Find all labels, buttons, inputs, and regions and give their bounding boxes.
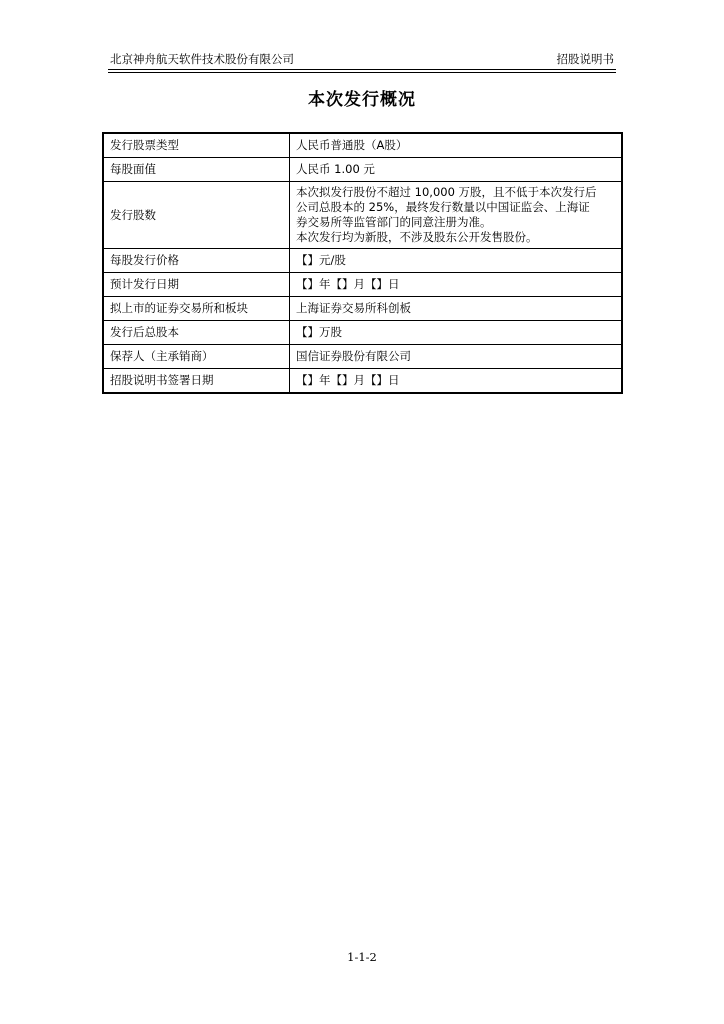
value-line: 本次拟发行股份不超过 10,000 万股，且不低于本次发行后 — [296, 185, 597, 199]
offering-overview-table — [102, 132, 623, 394]
page-title: 本次发行概况 — [308, 90, 416, 110]
header-document-type: 招股说明书 — [556, 52, 614, 66]
row-value: 【】年【】月【】日 — [290, 273, 623, 297]
value-line: 本次发行均为新股，不涉及股东公开发售股份。 — [296, 230, 538, 244]
row-label: 发行股数 — [103, 182, 290, 249]
row-value: 国信证券股份有限公司 — [290, 345, 623, 369]
row-label: 预计发行日期 — [103, 273, 290, 297]
table-row — [103, 345, 622, 369]
table-row — [103, 369, 622, 394]
row-value: 上海证券交易所科创板 — [290, 297, 623, 321]
value-line: 券交易所等监管部门的同意注册为准。 — [296, 215, 492, 229]
row-label: 拟上市的证券交易所和板块 — [103, 297, 290, 321]
row-label: 每股发行价格 — [103, 249, 290, 273]
table-row — [103, 297, 622, 321]
table-row — [103, 249, 622, 273]
table-row — [103, 158, 622, 182]
row-label: 每股面值 — [103, 158, 290, 182]
row-label: 发行股票类型 — [103, 133, 290, 158]
table-row — [103, 273, 622, 297]
row-value: 人民币普通股（A股） — [290, 133, 623, 158]
header-divider — [108, 72, 616, 73]
row-value: 【】万股 — [290, 321, 623, 345]
row-value-multiline — [290, 182, 623, 249]
row-value: 【】元/股 — [290, 249, 623, 273]
table-row — [103, 133, 622, 158]
row-label: 招股说明书签署日期 — [103, 369, 290, 394]
table-row — [103, 321, 622, 345]
page-number: 1-1-2 — [347, 950, 377, 964]
row-label: 保荐人（主承销商） — [103, 345, 290, 369]
page-header — [108, 52, 616, 70]
row-value: 人民币 1.00 元 — [290, 158, 623, 182]
header-company-name: 北京神舟航天软件技术股份有限公司 — [110, 52, 294, 66]
table-row — [103, 182, 622, 249]
value-line: 公司总股本的 25%，最终发行数量以中国证监会、上海证 — [296, 200, 590, 214]
row-label: 发行后总股本 — [103, 321, 290, 345]
row-value: 【】年【】月【】日 — [290, 369, 623, 394]
